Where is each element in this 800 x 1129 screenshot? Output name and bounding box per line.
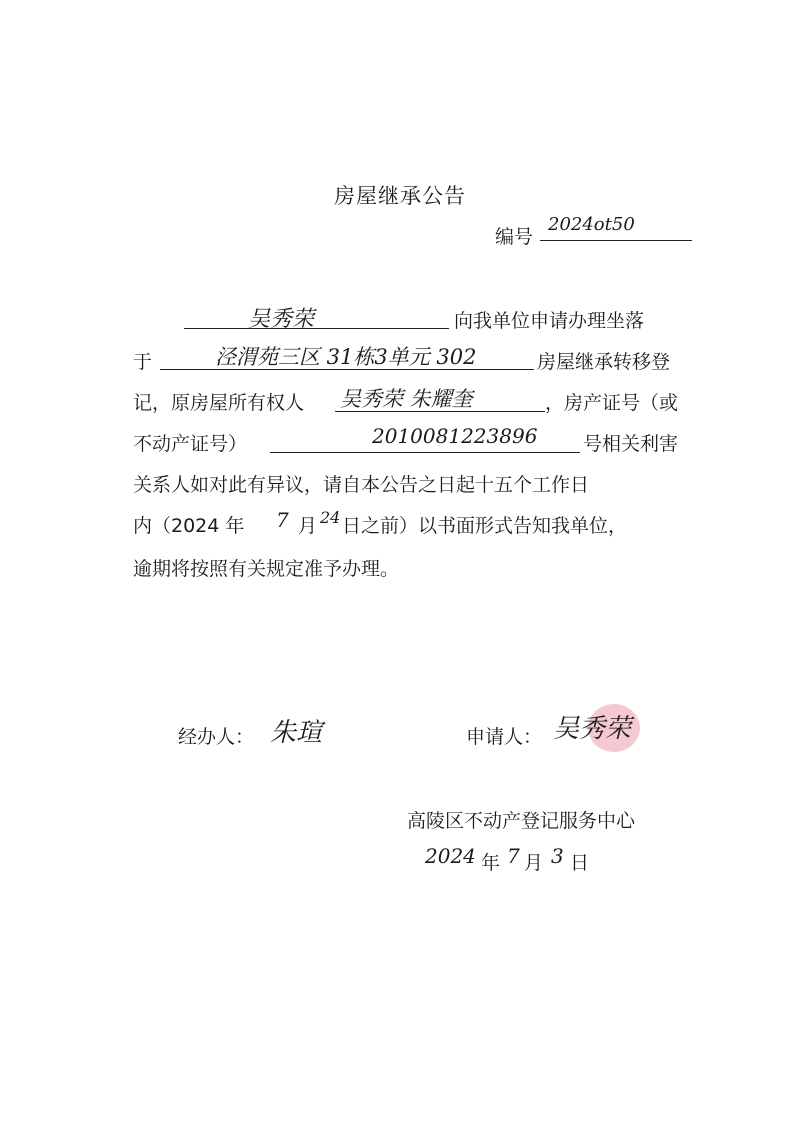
date-day: 3 — [551, 844, 564, 868]
applicant-underline — [184, 328, 449, 329]
number-label: 编号 — [495, 226, 534, 248]
original-owners: 吴秀荣 朱耀奎 — [340, 387, 473, 411]
number-underline — [540, 240, 692, 241]
date-year: 2024 — [425, 844, 476, 868]
text-realestate: 不动产证号） — [133, 433, 248, 455]
text-transfer: 房屋继承转移登 — [537, 351, 671, 373]
certificate-no: 2010081223896 — [372, 424, 538, 448]
applicant-name: 吴秀荣 — [248, 307, 315, 332]
date-month-label: 月 — [524, 852, 544, 874]
org-name: 高陵区不动产登记服务中心 — [407, 810, 636, 832]
text-at: 于 — [133, 351, 153, 373]
text-related: 号相关利害 — [583, 433, 679, 455]
text-cert: ，房产证号（或 — [545, 392, 679, 414]
date-day-label: 日 — [570, 852, 590, 874]
date-month: 7 — [507, 844, 520, 868]
applicant-label: 申请人： — [466, 726, 543, 748]
text-inner-a: 内（2024 年 — [133, 515, 245, 537]
date-year-label: 年 — [481, 852, 501, 874]
text-apply: 向我单位申请办理坐落 — [454, 310, 645, 332]
handler-label: 经办人： — [178, 726, 255, 748]
text-line5: 关系人如对此有异议，请自本公告之日起十五个工作日 — [133, 474, 590, 496]
text-inner-b: 日之前）以书面形式告知我单位， — [342, 515, 628, 537]
deadline-month: 7 — [276, 508, 289, 532]
applicant-signature: 吴秀荣 — [553, 714, 632, 744]
notice-title: 房屋继承公告 — [334, 184, 466, 208]
deadline-day: 24 — [320, 508, 341, 527]
handler-signature: 朱瑄 — [270, 718, 323, 748]
text-month: 月 — [298, 515, 318, 537]
location-value: 泾渭苑三区 31栋3单元 302 — [215, 345, 477, 369]
number-value: 2024ot50 — [548, 214, 635, 235]
text-line7: 逾期将按照有关规定准予办理。 — [133, 558, 400, 580]
text-record: 记，原房屋所有权人 — [133, 392, 305, 414]
certificate-underline — [270, 452, 580, 453]
